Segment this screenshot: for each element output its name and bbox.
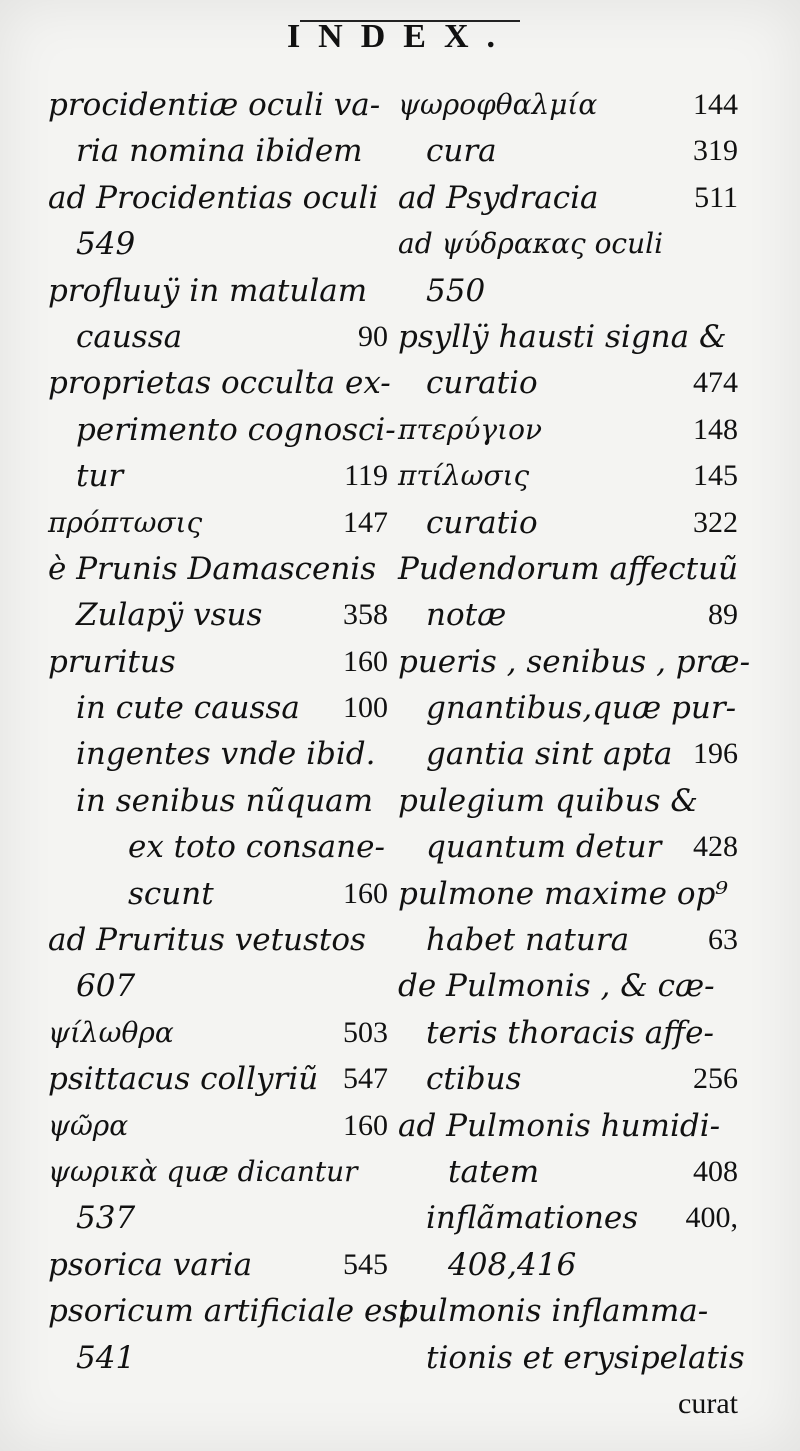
index-entry — [48, 82, 388, 128]
entry-text: ad Pruritus vetustos — [48, 922, 366, 959]
index-entry — [48, 592, 388, 638]
index-entry — [48, 1335, 388, 1381]
index-entry — [398, 1149, 738, 1195]
page-reference: 63 — [708, 923, 738, 957]
entry-text: 408,416 — [448, 1246, 577, 1283]
index-entry — [398, 639, 751, 685]
entry-text: pulegium quibus & — [398, 782, 698, 819]
page-reference: 160 — [343, 644, 388, 678]
index-entry — [48, 639, 388, 685]
entry-text: 607 — [76, 968, 136, 1005]
entry-text: curatio — [426, 504, 538, 541]
entry-text: pruritus — [48, 643, 176, 680]
index-entry — [398, 1242, 738, 1288]
page-reference: 547 — [343, 1062, 388, 1096]
entry-text: teris thoracis affe- — [426, 1014, 714, 1051]
index-entry — [398, 778, 738, 824]
entry-text: scunt — [128, 875, 214, 912]
index-entry — [398, 917, 738, 963]
entry-text: curatio — [426, 365, 538, 402]
index-entry — [48, 1195, 388, 1241]
entry-text: pulmonis inflamma- — [398, 1293, 709, 1330]
index-entry — [398, 1335, 745, 1381]
page-reference: 511 — [694, 180, 738, 214]
index-entry — [398, 1010, 738, 1056]
entry-text: quantum detur — [426, 829, 662, 866]
index-entry — [48, 1242, 388, 1288]
index-entry — [398, 360, 738, 406]
entry-text: psyllÿ hausti signa & — [398, 318, 727, 355]
entry-text: psorica varia — [48, 1246, 253, 1283]
index-entry — [398, 175, 738, 221]
index-entry — [398, 1288, 738, 1334]
index-entry — [398, 314, 738, 360]
page-reference: 428 — [693, 830, 738, 864]
page-reference: curat — [678, 1386, 738, 1420]
index-entry — [48, 917, 388, 963]
index-entry — [48, 824, 388, 870]
index-column-left — [48, 82, 411, 1381]
header-rule — [300, 20, 520, 22]
entry-text: de Pulmonis , & cæ- — [398, 968, 715, 1005]
index-entry — [48, 314, 388, 360]
index-entry — [48, 1288, 411, 1334]
page-header — [0, 18, 800, 56]
entry-text: proprietas occulta ex- — [48, 365, 391, 402]
index-entry — [48, 500, 388, 546]
page-reference: 545 — [343, 1247, 388, 1281]
index-entry — [398, 1195, 738, 1241]
page-reference: 474 — [693, 366, 738, 400]
index-entry — [48, 731, 388, 777]
page-reference: 148 — [693, 412, 738, 446]
entry-text: habet natura — [426, 922, 630, 959]
index-entry — [48, 778, 388, 824]
index-entry — [398, 407, 738, 453]
page-reference: 160 — [343, 1108, 388, 1142]
entry-text: ψωροφθαλμία — [398, 88, 598, 121]
entry-text: ad Procidentias oculi — [48, 179, 379, 216]
page-reference: 144 — [693, 88, 738, 121]
index-entry — [398, 731, 738, 777]
index-entry — [398, 268, 738, 314]
index-entry — [398, 221, 738, 267]
entry-text: ad Psydracia — [398, 179, 599, 216]
index-entry — [398, 128, 738, 174]
entry-text: notæ — [426, 597, 507, 634]
index-entry — [398, 592, 738, 638]
index-entry — [48, 1103, 388, 1149]
index-entry — [48, 407, 396, 453]
index-entry — [398, 871, 738, 917]
entry-text: profluuÿ in matulam — [48, 272, 368, 309]
index-entry — [48, 175, 388, 221]
entry-text: gantia sint apta — [426, 736, 673, 773]
page-reference: 408 — [693, 1154, 738, 1188]
entry-text: perimento cognosci- — [76, 411, 396, 448]
entry-text: pueris , senibus , præ- — [398, 643, 751, 680]
index-entry — [398, 685, 738, 731]
entry-text: ex toto consane- — [128, 829, 385, 866]
entry-text: 550 — [426, 272, 486, 309]
index-entry — [398, 963, 738, 1009]
entry-text: tur — [76, 458, 124, 495]
entry-text: psittacus collyriũ — [48, 1061, 319, 1098]
page-reference: 319 — [693, 134, 738, 168]
entry-text: ψῶρα — [48, 1108, 129, 1142]
entry-text: ingentes vnde ibid. — [76, 736, 376, 773]
page-reference: 322 — [693, 505, 738, 539]
index-entry — [48, 453, 388, 499]
entry-text: in cute caussa — [76, 690, 300, 727]
page-reference: 503 — [343, 1015, 388, 1049]
entry-text: πτερύγιον — [398, 412, 542, 446]
entry-text: è Prunis Damascenis — [48, 550, 377, 587]
page-reference: 160 — [343, 876, 388, 910]
index-entry — [398, 82, 738, 128]
page-reference: 196 — [693, 737, 738, 771]
entry-text: psoricum artificiale est — [48, 1293, 411, 1330]
index-entry — [48, 1056, 388, 1102]
index-entry — [48, 1149, 388, 1195]
entry-text: Pudendorum affectuũ — [398, 550, 739, 587]
index-entry — [48, 871, 388, 917]
entry-text: tatem — [448, 1153, 540, 1190]
page-reference: 100 — [343, 691, 388, 725]
entry-text: 537 — [76, 1200, 136, 1237]
entry-text: caussa — [76, 318, 183, 355]
entry-text: πτίλωσις — [398, 459, 530, 493]
index-entry — [48, 268, 388, 314]
page-reference: 145 — [693, 459, 738, 493]
entry-text: ad Pulmonis humidi- — [398, 1107, 721, 1144]
entry-text: gnantibus,quæ pur- — [426, 690, 737, 727]
page-reference: 90 — [358, 319, 388, 353]
index-entry — [48, 128, 388, 174]
index-entry — [398, 546, 738, 592]
entry-text: in senibus nũquam — [76, 782, 374, 819]
index-entry — [398, 500, 738, 546]
index-entry — [398, 1381, 738, 1427]
entry-text: procidentiæ oculi va- — [48, 87, 381, 123]
index-entry — [398, 1103, 738, 1149]
entry-text: ad ψύδρακας oculi — [398, 227, 664, 261]
page-reference: 119 — [344, 459, 388, 493]
page-reference: 147 — [343, 505, 388, 539]
entry-text: ria nomina ibidem — [76, 133, 363, 170]
entry-text: 541 — [76, 1339, 136, 1376]
entry-text: ctibus — [426, 1061, 522, 1098]
entry-text: 549 — [76, 226, 136, 263]
entry-text: pulmone maxime op⁹ — [398, 875, 728, 912]
index-entry — [398, 453, 738, 499]
entry-text: inflãmationes — [426, 1200, 639, 1237]
index-entry — [48, 1010, 388, 1056]
index-entry — [398, 824, 738, 870]
index-entry — [48, 546, 388, 592]
index-entry — [398, 1056, 738, 1102]
page-reference: 400, — [685, 1201, 738, 1235]
entry-text: πρόπτωσις — [48, 505, 203, 539]
entry-text: ψίλωθρα — [48, 1015, 174, 1049]
index-entry — [48, 963, 388, 1009]
entry-text: tionis et erysipelatis — [426, 1339, 745, 1376]
index-column-right — [398, 82, 751, 1427]
index-entry — [48, 221, 388, 267]
entry-text: ψωρικὰ quæ dicantur — [48, 1154, 358, 1188]
page-reference: 256 — [693, 1062, 738, 1096]
entry-text: cura — [426, 133, 497, 170]
page-title: INDEX. — [286, 18, 514, 55]
index-entry — [48, 360, 391, 406]
index-entry — [48, 685, 388, 731]
page-reference: 89 — [708, 598, 738, 632]
page-reference: 358 — [343, 598, 388, 632]
entry-text: Zulapÿ vsus — [76, 597, 263, 634]
